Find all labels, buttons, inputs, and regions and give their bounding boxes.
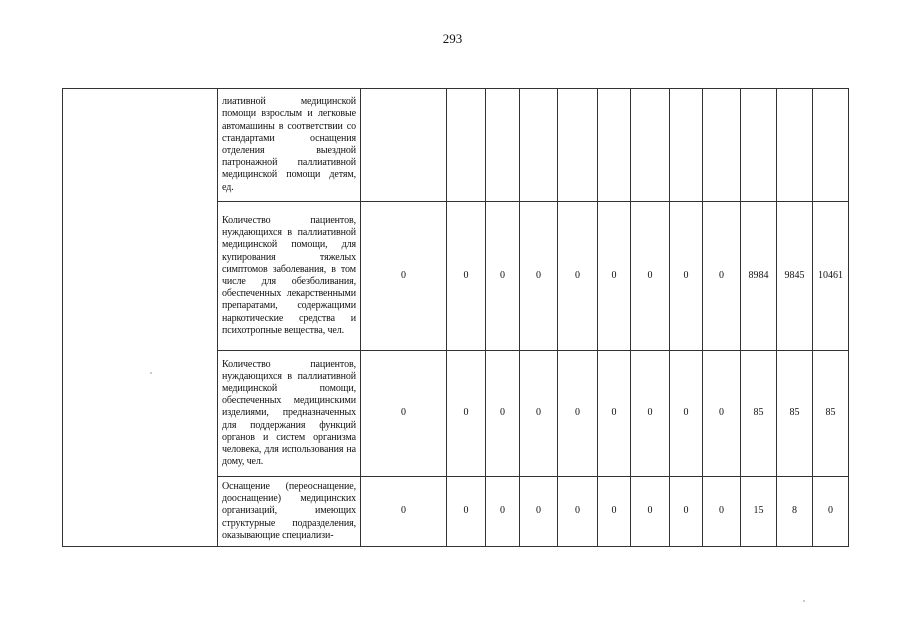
- value-cell: 8984: [741, 202, 777, 351]
- value-cell: 0: [703, 477, 741, 547]
- value-cell: [598, 89, 631, 202]
- value-cell: [703, 89, 741, 202]
- value-cell: [670, 89, 703, 202]
- value-cell: 0: [361, 477, 447, 547]
- value-cell: 0: [670, 351, 703, 477]
- value-cell: [813, 89, 849, 202]
- merged-first-column-cell: [63, 89, 218, 547]
- value-cell: [520, 89, 558, 202]
- value-cell: [558, 89, 598, 202]
- value-cell: 0: [558, 202, 598, 351]
- value-cell: [741, 89, 777, 202]
- indicator-description: Количество пациентов, нуждающихся в паллиативной медицинской помощи, для купирования тяжелых симптомов заболевания, в том числе для обезболивания, обеспеченных лекарственными препаратами, содержащими наркотические средства и психотропные вещества, чел.: [218, 202, 361, 351]
- value-cell: 85: [741, 351, 777, 477]
- value-cell: 0: [558, 351, 598, 477]
- value-cell: 8: [777, 477, 813, 547]
- value-cell: [486, 89, 520, 202]
- value-cell: 15: [741, 477, 777, 547]
- value-cell: [631, 89, 670, 202]
- value-cell: 0: [486, 477, 520, 547]
- indicator-description: лиативной медицинской помощи взрослым и легковые автомашины в соответствии со стандартами оснащения отделения выездной патронажной паллиативной медицинской помощи детям, ед.: [218, 89, 361, 202]
- value-cell: 0: [598, 477, 631, 547]
- value-cell: 0: [598, 351, 631, 477]
- indicators-table: [62, 88, 849, 547]
- value-cell: 0: [813, 477, 849, 547]
- value-cell: 0: [670, 477, 703, 547]
- value-cell: 85: [777, 351, 813, 477]
- indicator-description: Оснащение (переоснащение, дооснащение) медицинских организаций, имеющих структурные подразделения, оказывающие специализи-: [218, 477, 361, 547]
- value-cell: 0: [361, 351, 447, 477]
- value-cell: 0: [447, 477, 486, 547]
- value-cell: 0: [631, 477, 670, 547]
- value-cell: 0: [520, 477, 558, 547]
- value-cell: 85: [813, 351, 849, 477]
- indicator-description: Количество пациентов, нуждающихся в паллиативной медицинской помощи, обеспеченных медицинскими изделиями, предназначенных для поддержания функций органов и систем организма человека, для использования на дому, чел.: [218, 351, 361, 477]
- page-number: 293: [442, 31, 463, 46]
- value-cell: 0: [361, 202, 447, 351]
- value-cell: 0: [520, 202, 558, 351]
- value-cell: [447, 89, 486, 202]
- table-row: [63, 89, 849, 202]
- value-cell: 0: [558, 477, 598, 547]
- value-cell: 9845: [777, 202, 813, 351]
- value-cell: 0: [703, 202, 741, 351]
- value-cell: 0: [631, 351, 670, 477]
- value-cell: 0: [520, 351, 558, 477]
- value-cell: 0: [486, 351, 520, 477]
- value-cell: 0: [598, 202, 631, 351]
- value-cell: 0: [447, 351, 486, 477]
- scan-speck: [150, 372, 152, 374]
- value-cell: 0: [670, 202, 703, 351]
- scan-speck: [803, 600, 805, 602]
- value-cell: 0: [447, 202, 486, 351]
- value-cell: [361, 89, 447, 202]
- value-cell: 0: [631, 202, 670, 351]
- value-cell: 0: [486, 202, 520, 351]
- value-cell: [777, 89, 813, 202]
- value-cell: 0: [703, 351, 741, 477]
- value-cell: 10461: [813, 202, 849, 351]
